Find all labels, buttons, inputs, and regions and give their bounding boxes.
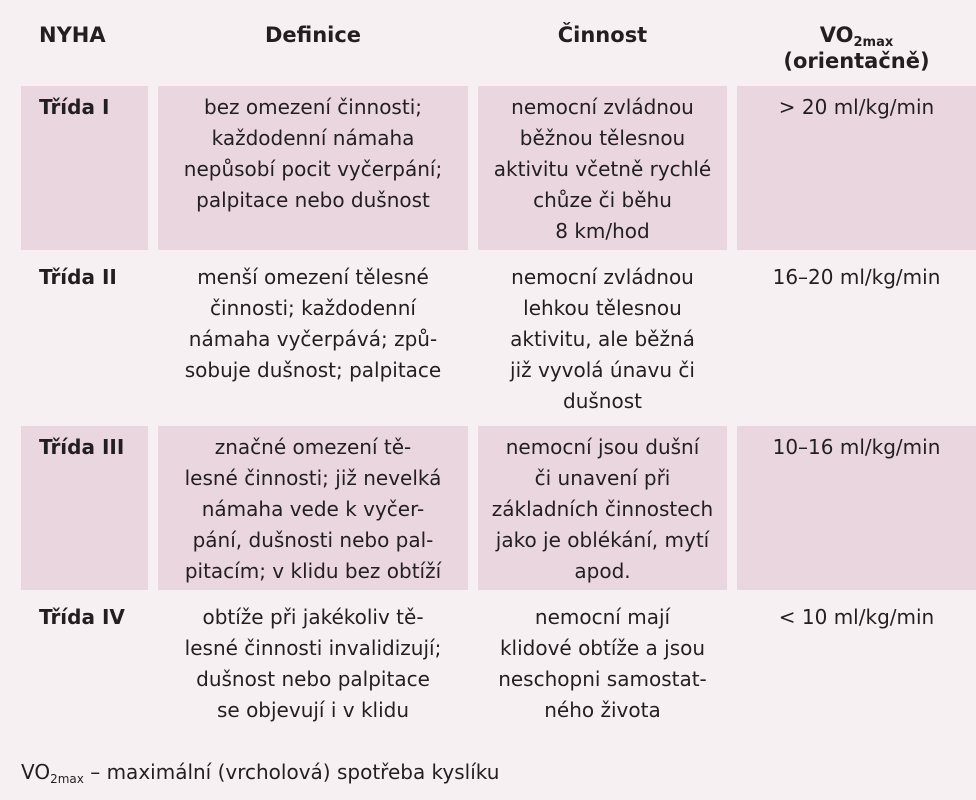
cell-line: chůze či běhu xyxy=(533,188,672,212)
cell-line: činnosti; každodenní xyxy=(210,296,416,320)
cell-line: pání, dušnosti nebo pal- xyxy=(192,528,434,552)
cell-line: aktivitu včetně rychlé xyxy=(493,157,712,181)
cell-cinnost xyxy=(478,256,727,420)
cell-line: nemocní zvládnou xyxy=(511,265,694,289)
cell-line: nemocní jsou dušní xyxy=(505,435,700,459)
cell-line: klidové obtíže a jsou xyxy=(499,636,706,660)
cell-definice xyxy=(158,426,468,590)
table-row xyxy=(0,256,976,420)
cell-line: palpitace nebo dušnost xyxy=(196,188,430,212)
cell-trida: Třída I xyxy=(21,86,148,250)
cell-cinnost xyxy=(478,596,727,736)
cell-line: značné omezení tě- xyxy=(214,435,412,459)
cell-line: neschopni samostat- xyxy=(498,667,707,691)
cell-cinnost xyxy=(478,426,727,590)
header-nyha: NYHA xyxy=(39,23,106,47)
cell-line: dušnost xyxy=(563,389,642,413)
header-vo2max xyxy=(737,0,976,86)
cell-line: lehkou tělesnou xyxy=(523,296,682,320)
cell-line: námaha vede k vyčer- xyxy=(201,497,425,521)
cell-line: lesné činnosti; již nevelká xyxy=(184,466,442,490)
table-row xyxy=(0,596,976,736)
cell-line: sobuje dušnost; palpitace xyxy=(184,358,442,382)
cell-line: apod. xyxy=(574,559,631,583)
cell-line: se objevují i v klidu xyxy=(216,698,410,722)
cell-line: bez omezení činnosti; xyxy=(204,95,422,119)
cell-line: pitacím; v klidu bez obtíží xyxy=(184,559,442,583)
cell-line: aktivitu, ale běžná xyxy=(510,327,695,351)
cell-line: dušnost nebo palpitace xyxy=(196,667,430,691)
cell-line: jako je oblékání, mytí xyxy=(495,528,710,552)
cell-line: základních činnostech xyxy=(491,497,714,521)
cell-line: nemocní zvládnou xyxy=(511,95,694,119)
table-row xyxy=(0,86,976,250)
cell-line: obtíže při jakékoliv tě- xyxy=(202,605,424,629)
cell-line: ného života xyxy=(544,698,661,722)
cell-line: námaha vyčerpává; způ- xyxy=(188,327,438,351)
cell-line: každodenní námaha xyxy=(211,126,415,150)
cell-vo2max: 10–16 ml/kg/min xyxy=(737,426,976,590)
cell-line: nepůsobí pocit vyčerpání; xyxy=(183,157,443,181)
cell-line: běžnou tělesnou xyxy=(519,126,686,150)
footnote: $VO_{2max}$ – maximální (vrcholová) spotřeba kyslíku xyxy=(21,760,500,786)
cell-definice xyxy=(158,256,468,420)
table-row xyxy=(0,426,976,590)
cell-definice xyxy=(158,86,468,250)
cell-cinnost xyxy=(478,86,727,250)
header-vo2max-note: (orientačně) xyxy=(783,49,930,73)
cell-vo2max: < 10 ml/kg/min xyxy=(778,605,935,629)
cell-definice xyxy=(158,596,468,736)
cell-line: nemocní mají xyxy=(534,605,671,629)
cell-line: již vyvolá únavu či xyxy=(510,358,695,382)
cell-line: 8 km/hod xyxy=(555,219,650,243)
table-header xyxy=(0,0,976,86)
cell-vo2max: > 20 ml/kg/min xyxy=(737,86,976,250)
cell-trida: Třída II xyxy=(39,265,117,289)
cell-line: lesné činnosti invalidizují; xyxy=(184,636,442,660)
header-vo2max-label: $VO_{2max}$ xyxy=(819,23,894,50)
cell-trida: Třída III xyxy=(21,426,148,590)
cell-trida: Třída IV xyxy=(39,605,125,629)
cell-line: či unavení při xyxy=(534,466,671,490)
cell-line: menší omezení tělesné xyxy=(197,265,429,289)
cell-vo2max: 16–20 ml/kg/min xyxy=(772,265,941,289)
header-definice: Definice xyxy=(264,23,362,47)
header-cinnost: Činnost xyxy=(557,23,648,47)
